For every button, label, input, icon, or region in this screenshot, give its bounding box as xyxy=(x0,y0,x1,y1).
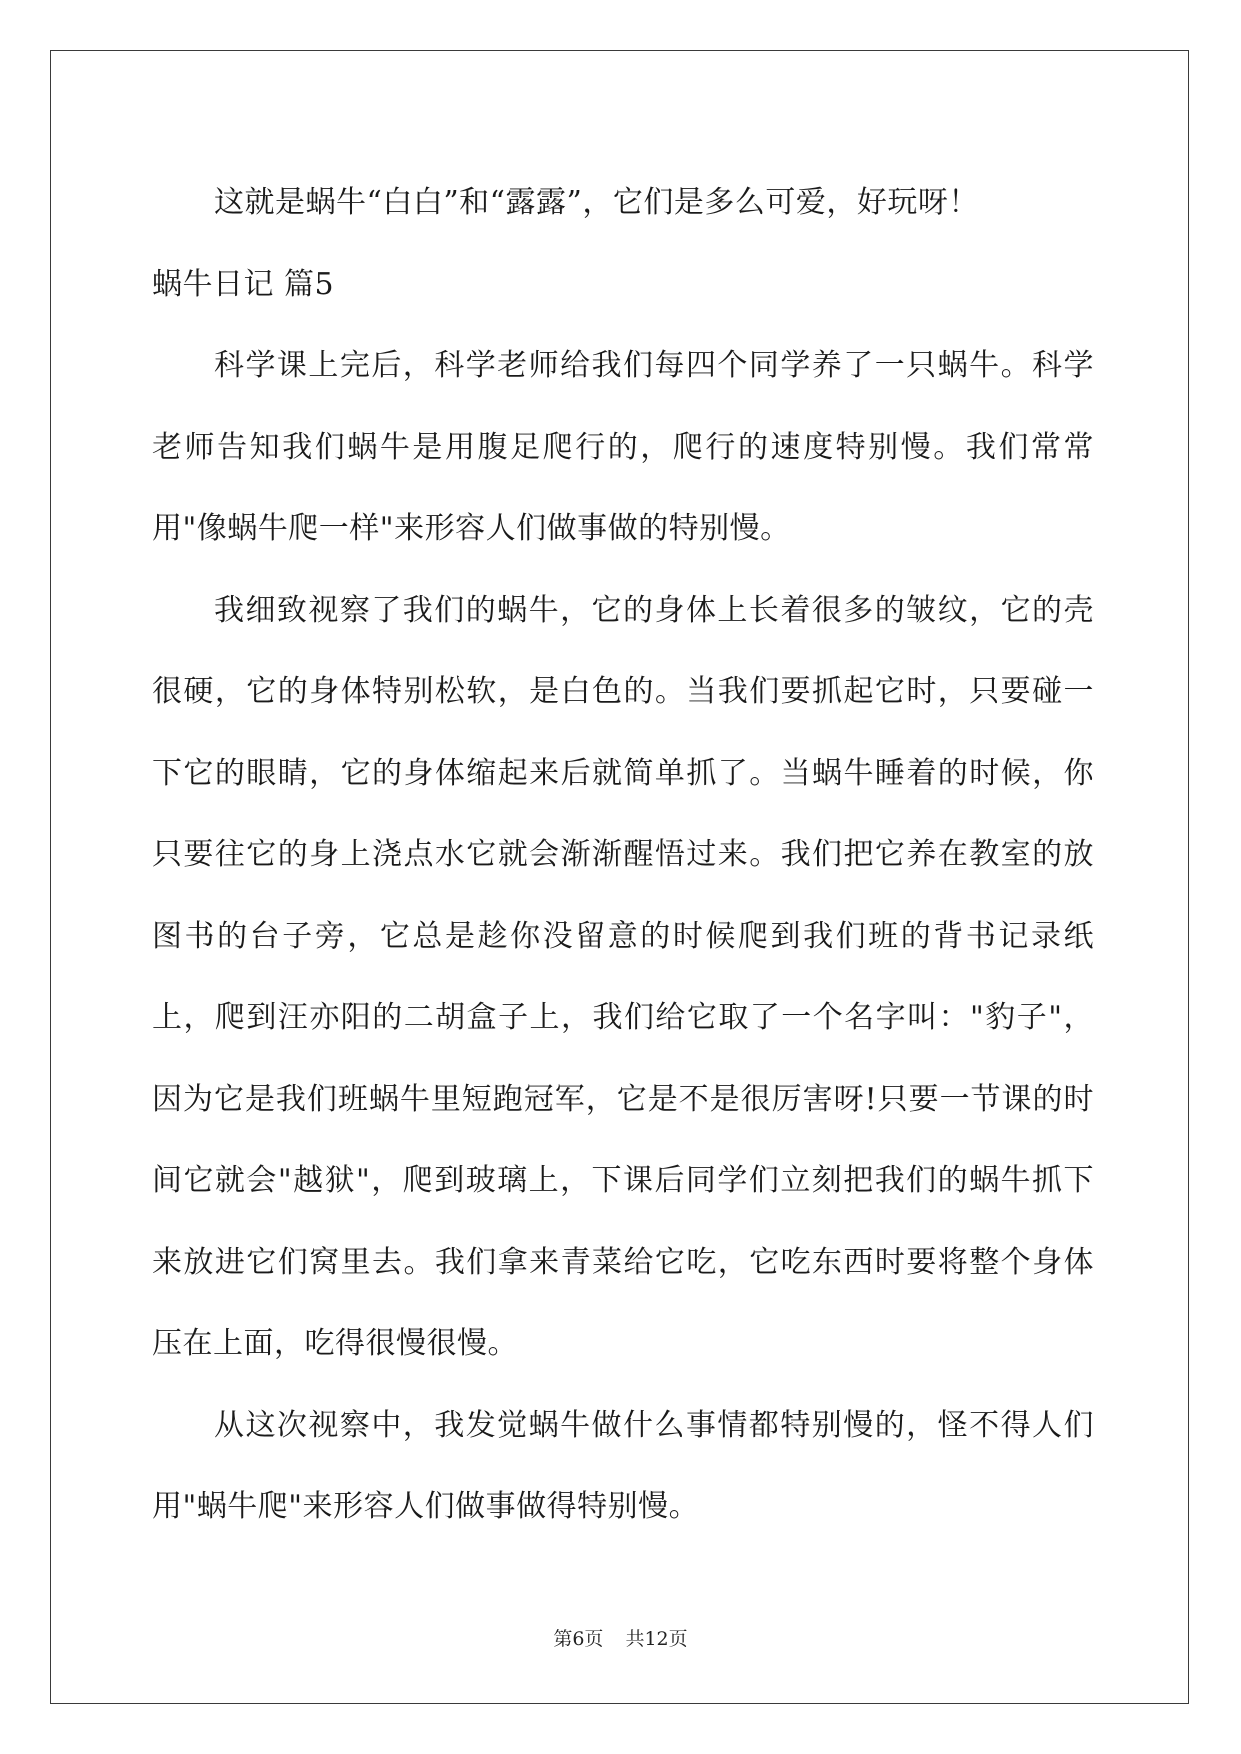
section-heading: 蜗牛日记 篇5 xyxy=(152,266,335,302)
document-body xyxy=(152,162,1094,1548)
intro-paragraph: 这就是蜗牛“白白”和“露露”，它们是多么可爱，好玩呀！ xyxy=(214,185,979,220)
paragraph-2: 我细致视察了我们的蜗牛，它的身体上长着很多的皱纹，它的壳很硬，它的身体特别松软，是白色的。当我们要抓起它时，只要碰一下它的眼睛，它的身体缩起来后就简单抓了。当蜗牛睡着的时候，你只要往它的身上浇点水它就会渐渐醒悟过来。我们把它养在教室的放图书的台子旁，它总是趁你没留意的时候爬到我们班的背书记录纸上，爬到汪亦阳的二胡盒子上，我们给它取了一个名字叫："豹子"，因为它是我们班蜗牛里短跑冠军，它是不是很厉害呀!只要一节课的时间它就会"越狱"，爬到玻璃上，下课后同学们立刻把我们的蜗牛抓下来放进它们窝里去。我们拿来青菜给它吃，它吃东西时要将整个身体压在上面，吃得很慢很慢。 xyxy=(152,592,1094,1361)
page-number: 第6页 xyxy=(553,1628,604,1650)
paragraph-3: 从这次视察中，我发觉蜗牛做什么事情都特别慢的，怪不得人们用"蜗牛爬"来形容人们做事做得特别慢。 xyxy=(152,1407,1094,1524)
paragraph-1: 科学课上完后，科学老师给我们每四个同学养了一只蜗牛。科学老师告知我们蜗牛是用腹足爬行的，爬行的速度特别慢。我们常常用"像蜗牛爬一样"来形容人们做事做的特别慢。 xyxy=(152,348,1094,546)
page-total: 共12页 xyxy=(625,1628,688,1650)
page-footer xyxy=(0,1624,1241,1651)
